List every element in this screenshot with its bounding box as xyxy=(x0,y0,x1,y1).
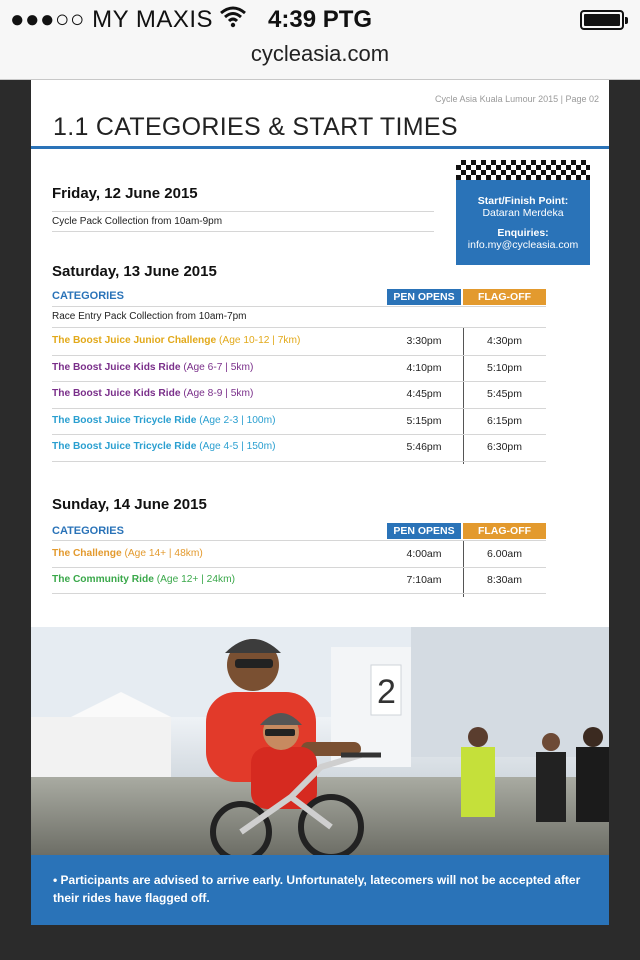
saturday-pen-opens-header: PEN OPENS xyxy=(387,289,461,305)
table-row xyxy=(52,381,546,407)
battery-icon xyxy=(580,10,624,30)
ride-detail: (Age 2-3 | 100m) xyxy=(196,414,276,426)
ride-name: The Boost Juice Kids Ride xyxy=(52,388,181,399)
category-name xyxy=(52,434,275,460)
ride-name: The Boost Juice Tricycle Ride xyxy=(52,441,197,452)
ride-name: The Boost Juice Tricycle Ride xyxy=(52,414,197,426)
enquiries-email[interactable]: info.my@cycleasia.com xyxy=(467,239,579,251)
sunday-heading: Sunday, 14 June 2015 xyxy=(52,496,207,513)
cyclists-photo xyxy=(31,627,609,855)
enquiries-label: Enquiries: xyxy=(497,227,549,239)
late-arrival-notice: • Participants are advised to arrive early. Unfortunately, latecomers will not be accepted after their rides have flagged off. xyxy=(31,855,609,925)
url-text[interactable]: cycleasia.com xyxy=(250,41,390,66)
sign-number: 2 xyxy=(377,673,396,711)
title-rule xyxy=(31,146,609,149)
sunday-categories-header: CATEGORIES xyxy=(52,525,124,537)
divider xyxy=(52,593,546,594)
pen-opens-time: 4:00am xyxy=(406,548,442,560)
carrier-signal: ●●●○○ MY MAXIS xyxy=(10,6,214,33)
table-row xyxy=(52,541,546,567)
table-row xyxy=(52,567,546,593)
table-row xyxy=(52,434,546,460)
table-row xyxy=(52,408,546,434)
friday-heading: Friday, 12 June 2015 xyxy=(52,185,198,202)
flag-off-time: 4:30pm xyxy=(486,335,523,347)
divider xyxy=(52,306,546,307)
checkered-flag-icon xyxy=(456,160,590,180)
start-finish-value: Dataran Merdeka xyxy=(482,207,564,219)
ride-name: The Boost Juice Junior Challenge xyxy=(52,335,217,346)
ride-detail: (Age 8-9 | 5km) xyxy=(180,388,254,399)
flag-off-time: 8:30am xyxy=(486,574,523,586)
category-name xyxy=(52,355,253,381)
start-finish-label: Start/Finish Point: xyxy=(477,195,569,207)
ride-detail: (Age 4-5 | 150m) xyxy=(196,441,276,452)
saturday-flag-off-header: FLAG-OFF xyxy=(463,289,546,305)
url-bar[interactable] xyxy=(0,40,640,80)
sunday-pen-opens-header: PEN OPENS xyxy=(387,523,461,539)
document-page xyxy=(31,80,609,925)
ride-detail: (Age 14+ | 48km) xyxy=(121,548,203,559)
flag-off-time: 5:10pm xyxy=(486,361,523,374)
cyclists-photo-illustration xyxy=(31,627,609,855)
ride-name: The Community Ride xyxy=(52,574,154,585)
pen-opens-time: 4:45pm xyxy=(406,388,442,400)
flag-off-time: 5:45pm xyxy=(486,388,523,400)
category-name xyxy=(52,408,275,434)
ride-detail: (Age 12+ | 24km) xyxy=(153,574,235,585)
category-name xyxy=(52,328,300,354)
ride-name: The Boost Juice Kids Ride xyxy=(52,361,181,373)
clock: 4:39 PTG xyxy=(268,6,373,33)
category-name xyxy=(52,381,253,407)
divider xyxy=(52,231,434,232)
pen-opens-time: 3:30pm xyxy=(406,335,442,347)
status-bar xyxy=(0,0,640,40)
table-row xyxy=(52,328,546,354)
pen-opens-time: 4:10pm xyxy=(406,361,442,374)
page-title: 1.1 CATEGORIES & START TIMES xyxy=(53,113,458,141)
friday-note: Cycle Pack Collection from 10am-9pm xyxy=(52,216,223,227)
pen-opens-time: 5:46pm xyxy=(406,441,442,453)
table-row xyxy=(52,355,546,381)
saturday-heading: Saturday, 13 June 2015 xyxy=(52,263,217,280)
venue-info-box xyxy=(456,160,590,265)
category-name xyxy=(52,541,203,567)
pen-opens-time: 7:10am xyxy=(406,574,442,586)
flag-off-time: 6.00am xyxy=(486,548,523,560)
saturday-categories-header: CATEGORIES xyxy=(52,290,124,302)
divider xyxy=(52,211,434,212)
ride-detail: (Age 6-7 | 5km) xyxy=(180,361,254,373)
ride-detail: (Age 10-12 | 7km) xyxy=(216,335,301,346)
page-reference: Cycle Asia Kuala Lumour 2015 | Page 02 xyxy=(435,94,599,104)
wifi-icon xyxy=(219,4,247,35)
sunday-flag-off-header: FLAG-OFF xyxy=(463,523,546,539)
flag-off-time: 6:30pm xyxy=(486,441,523,453)
category-name xyxy=(52,567,235,593)
saturday-note: Race Entry Pack Collection from 10am-7pm xyxy=(52,311,247,322)
flag-off-time: 6:15pm xyxy=(486,414,523,427)
pen-opens-time: 5:15pm xyxy=(406,414,442,427)
divider xyxy=(52,461,546,462)
ride-name: The Challenge xyxy=(52,548,122,559)
